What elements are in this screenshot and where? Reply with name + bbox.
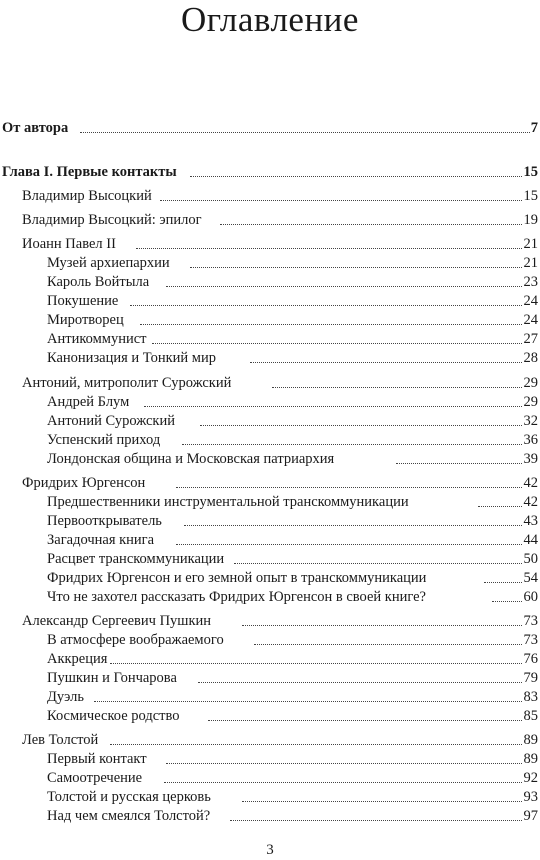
toc-entry	[0, 530, 540, 550]
leader-dots	[182, 444, 536, 445]
leader-dots	[140, 324, 536, 325]
toc-page: 97	[523, 808, 538, 824]
leader-dots	[208, 720, 536, 721]
toc-title: Канонизация и Тонкий мир	[47, 350, 216, 366]
leader-dots	[176, 544, 536, 545]
leader-dots	[220, 224, 536, 225]
toc-entry	[0, 806, 540, 826]
leader-dots	[166, 763, 536, 764]
toc-entry	[0, 787, 540, 807]
leader-dots	[250, 362, 536, 363]
leader-dots	[164, 782, 536, 783]
toc-page: 43	[523, 513, 538, 529]
toc-title: Успенский приход	[47, 432, 161, 448]
toc-title: В атмосфере воображаемого	[47, 632, 224, 648]
toc-title: Миротворец	[47, 312, 124, 328]
leader-dots	[94, 701, 536, 702]
toc-page: 28	[523, 350, 538, 366]
toc-page: 15	[523, 188, 538, 204]
leader-dots	[242, 801, 536, 802]
toc-page: 42	[523, 475, 538, 491]
toc-page: 93	[523, 789, 538, 805]
toc-entry	[0, 272, 540, 292]
toc-entry	[0, 730, 540, 750]
leader-dots	[130, 305, 536, 306]
leader-dots	[110, 663, 536, 664]
toc-entry	[0, 473, 540, 493]
toc-page: 73	[523, 613, 538, 629]
leader-dots	[242, 625, 536, 626]
toc-title: Дуэль	[47, 689, 84, 705]
toc-entry	[0, 411, 540, 431]
toc-page: 92	[523, 770, 538, 786]
toc-title: Космическое родство	[47, 708, 180, 724]
toc-entry	[0, 291, 540, 311]
leader-dots	[176, 487, 536, 488]
leader-dots	[200, 425, 536, 426]
toc-entry	[0, 118, 540, 138]
toc-title: Самоотречение	[47, 770, 143, 786]
toc-title: Расцвет транскоммуникации	[47, 551, 225, 567]
toc-title: Владимир Высоцкий	[22, 188, 152, 204]
toc-page: 73	[523, 632, 538, 648]
toc-entry	[0, 348, 540, 368]
toc-title: Андрей Блум	[47, 394, 130, 410]
toc-title: Александр Сергеевич Пушкин	[22, 613, 212, 629]
toc-page: 54	[523, 570, 538, 586]
toc-page: 21	[523, 255, 538, 271]
toc-entry	[0, 668, 540, 688]
toc-title: Пушкин и Гончарова	[47, 670, 177, 686]
toc-title: Антоний, митрополит Сурожский	[22, 375, 232, 391]
toc-title: Первооткрыватель	[47, 513, 162, 529]
toc-title: Покушение	[47, 293, 119, 309]
toc-title: Предшественники инструментальной транскоммуникации	[47, 494, 409, 510]
toc-title: От автора	[2, 120, 69, 136]
toc-title: Антикоммунист	[47, 331, 147, 347]
toc-page: 76	[523, 651, 538, 667]
toc-entry	[0, 706, 540, 726]
leader-dots	[198, 682, 536, 683]
toc-page: 50	[523, 551, 538, 567]
toc-title: Первый контакт	[47, 751, 147, 767]
toc-entry	[0, 611, 540, 631]
toc-page: 7	[530, 120, 538, 136]
leader-dots	[136, 248, 536, 249]
toc-entry	[0, 310, 540, 330]
toc-title: Антоний Сурожский	[47, 413, 175, 429]
toc-page: 36	[523, 432, 538, 448]
toc-entry	[0, 549, 540, 569]
toc-page: 21	[523, 236, 538, 252]
toc-page: 29	[523, 375, 538, 391]
toc-title: Фридрих Юргенсон и его земной опыт в транскоммуникации	[47, 570, 427, 586]
toc-page: 19	[523, 212, 538, 228]
toc-page: 39	[523, 451, 538, 467]
leader-dots	[234, 563, 536, 564]
leader-dots	[152, 343, 536, 344]
leader-dots	[190, 176, 536, 177]
toc-entry	[0, 234, 540, 254]
leader-dots	[190, 267, 536, 268]
toc-title: Толстой и русская церковь	[47, 789, 211, 805]
toc-page: 85	[523, 708, 538, 724]
toc-title: Иоанн Павел II	[22, 236, 116, 252]
toc-page: 60	[523, 589, 538, 605]
toc-title: Глава I. Первые контакты	[2, 164, 177, 180]
leader-dots	[184, 525, 536, 526]
leader-dots	[80, 132, 536, 133]
toc-title: Фридрих Юргенсон	[22, 475, 146, 491]
toc-page: 24	[523, 312, 538, 328]
leader-dots	[144, 406, 536, 407]
toc-page: 44	[523, 532, 538, 548]
toc-page: 29	[523, 394, 538, 410]
toc-page: 79	[523, 670, 538, 686]
toc-entry	[0, 210, 540, 230]
toc-entry	[0, 749, 540, 769]
toc-page: 42	[523, 494, 538, 510]
toc-title: Загадочная книга	[47, 532, 155, 548]
toc-entry	[0, 492, 540, 512]
leader-dots	[160, 200, 536, 201]
toc-page: 15	[523, 164, 538, 180]
toc-entry	[0, 568, 540, 588]
toc-entry	[0, 162, 540, 182]
toc-page: 27	[523, 331, 538, 347]
toc-entry	[0, 253, 540, 273]
toc-title: Кароль Войтыла	[47, 274, 150, 290]
toc-title: Над чем смеялся Толстой?	[47, 808, 211, 824]
toc-entry	[0, 449, 540, 469]
toc-title: Что не захотел рассказать Фридрих Юргенсон в своей книге?	[47, 589, 426, 605]
leader-dots	[166, 286, 536, 287]
toc-entry	[0, 329, 540, 349]
page-number: 3	[266, 842, 274, 858]
toc-page: 89	[523, 751, 538, 767]
toc-entry	[0, 587, 540, 607]
toc-page: 23	[523, 274, 538, 290]
toc-title: Лондонская община и Московская патриархия	[47, 451, 335, 467]
toc-entry	[0, 687, 540, 707]
toc-entry	[0, 373, 540, 393]
toc-page: 24	[523, 293, 538, 309]
leader-dots	[272, 387, 536, 388]
toc-entry	[0, 630, 540, 650]
toc-page: 89	[523, 732, 538, 748]
page-title: Оглавление	[181, 0, 359, 39]
toc-title: Владимир Высоцкий: эпилог	[22, 212, 202, 228]
toc-entry	[0, 186, 540, 206]
toc-entry	[0, 768, 540, 788]
toc-title: Музей архиепархии	[47, 255, 170, 271]
leader-dots	[230, 820, 536, 821]
leader-dots	[110, 744, 536, 745]
leader-dots	[396, 463, 536, 464]
toc-page: 83	[523, 689, 538, 705]
toc-page: 32	[523, 413, 538, 429]
leader-dots	[254, 644, 536, 645]
toc-title: Лев Толстой	[22, 732, 99, 748]
toc-entry	[0, 511, 540, 531]
toc-entry	[0, 649, 540, 669]
toc-entry	[0, 392, 540, 412]
toc-entry	[0, 430, 540, 450]
toc-title: Аккреция	[47, 651, 108, 667]
